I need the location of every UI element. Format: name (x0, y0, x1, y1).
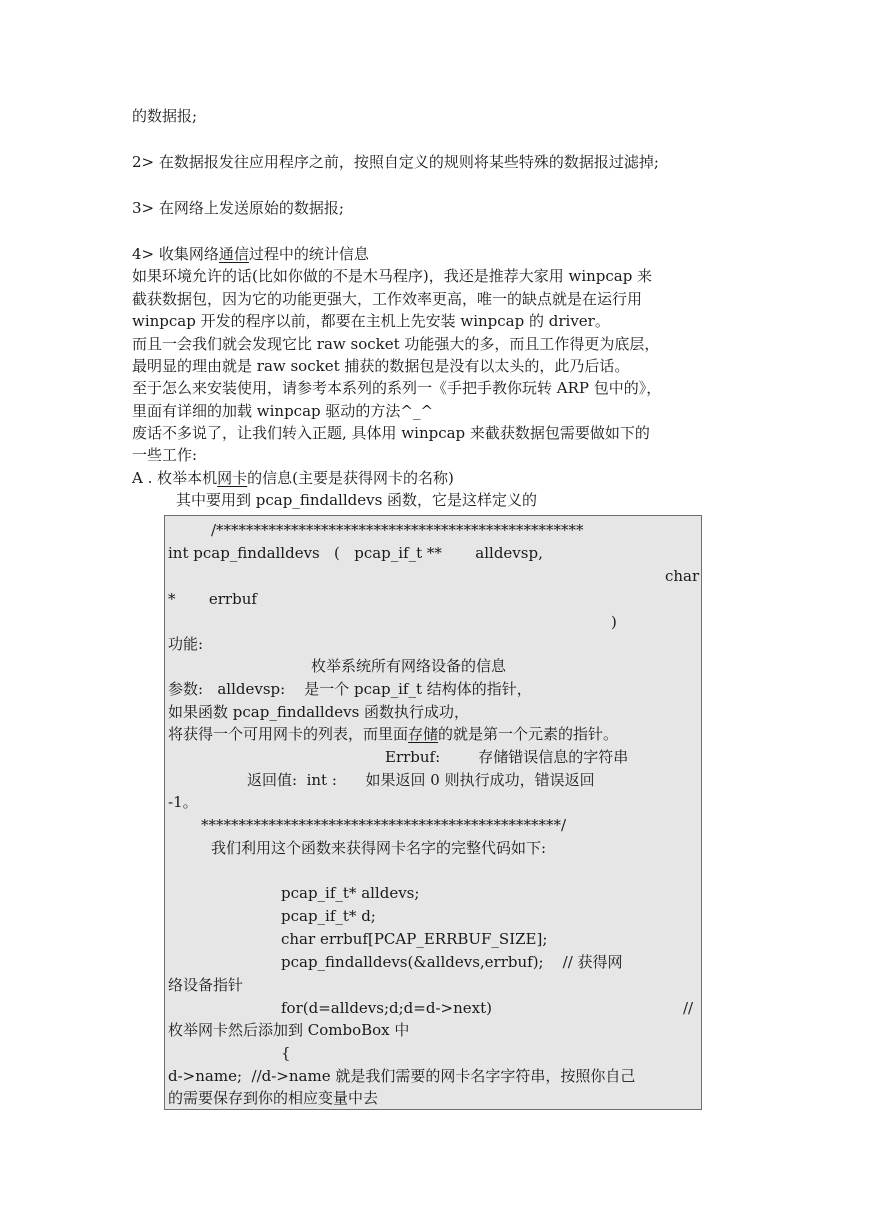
section-a-subtext: 其中要用到 pcap_findalldevs 函数，它是这样定义的 (176, 491, 538, 509)
dname-line-cont: 的需要保存到你的相应变量中去 (168, 1089, 379, 1107)
paragraph-line: 而且一会我们就会发现它比 raw socket 功能强大的多，而且工作得更为底层， (132, 335, 660, 353)
link-tongxin[interactable]: 通信 (218, 245, 249, 263)
intro-line-1: 的数据报; (132, 107, 198, 125)
open-brace: { (281, 1044, 291, 1062)
for-loop-comment-cont: 枚举网卡然后添加到 ComboBox 中 (168, 1021, 410, 1039)
params-line: 参数: alldevsp: 是一个 pcap_if_t 结构体的指针， (168, 680, 532, 698)
link-cunchu[interactable]: 存储 (408, 725, 439, 743)
function-declaration: int pcap_findalldevs ( pcap_if_t ** alldevsp, (168, 544, 543, 562)
dname-line: d->name; //d->name 就是我们需要的网卡名字字符串，按照你自己 (168, 1067, 636, 1085)
for-loop-line: for(d=alldevs;d;d=d->next) (281, 999, 492, 1017)
return-value-line: 返回值: int : 如果返回 0 则执行成功，错误返回 (247, 771, 595, 789)
paragraph-line: 截获数据包，因为它的功能更强大，工作效率更高，唯一的缺点就是在运行用 (132, 290, 643, 308)
link-wangka[interactable]: 网卡 (217, 469, 248, 487)
close-paren: ) (611, 613, 617, 631)
comment-stars-close: ************************************************/ (201, 816, 567, 834)
intro-line-2: 2> 在数据报发往应用程序之前，按照自定义的规则将某些特殊的数据报过滤掉; (132, 153, 659, 171)
code-line: pcap_if_t* d; (281, 907, 376, 925)
code-line: pcap_findalldevs(&alldevs,errbuf); // 获得网 (281, 953, 623, 971)
return-value-cont: -1。 (168, 793, 198, 811)
param-errbuf: * errbuf (168, 590, 257, 608)
code-line-cont: 络设备指针 (168, 976, 244, 994)
param-type-char: char (665, 567, 700, 585)
function-description: 枚举系统所有网络设备的信息 (311, 657, 507, 675)
paragraph-line: 最明显的理由就是 raw socket 捕获的数据包是没有以太头的，此乃后话。 (132, 357, 630, 375)
intro-line-3: 3> 在网络上发送原始的数据报; (132, 199, 344, 217)
code-intro: 我们利用这个函数来获得网卡名字的完整代码如下: (211, 839, 547, 857)
paragraph-line: 如果环境允许的话(比如你做的不是木马程序)，我还是推荐大家用 winpcap 来 (132, 267, 653, 285)
params-line: 如果函数 pcap_findalldevs 函数执行成功， (168, 703, 470, 721)
paragraph-line: winpcap 开发的程序以前，都要在主机上先安装 winpcap 的 driver。 (132, 312, 610, 330)
comment-stars-open: /************************************************* (211, 521, 584, 539)
code-box (164, 515, 702, 1110)
section-a-heading: A . 枚举本机网卡的信息(主要是获得网卡的名称) (132, 469, 454, 487)
paragraph-line: 里面有详细的加载 winpcap 驱动的方法^_^ (132, 402, 434, 420)
paragraph-line: 一些工作: (132, 446, 198, 464)
for-loop-comment: // (683, 999, 694, 1017)
list-item-4: 4> 收集网络通信过程中的统计信息 (132, 245, 369, 263)
paragraph-line: 废话不多说了，让我们转入正题, 具体用 winpcap 来截获数据包需要做如下的 (132, 424, 650, 442)
errbuf-description: Errbuf: 存储错误信息的字符串 (385, 748, 629, 766)
function-label: 功能: (168, 635, 204, 653)
code-line: pcap_if_t* alldevs; (281, 884, 420, 902)
params-line: 将获得一个可用网卡的列表，而里面存储的就是第一个元素的指针。 (168, 725, 619, 743)
paragraph-line: 至于怎么来安装使用，请参考本系列的系列一《手把手教你玩转 ARP 包中的》， (132, 379, 662, 397)
code-line: char errbuf[PCAP_ERRBUF_SIZE]; (281, 930, 548, 948)
